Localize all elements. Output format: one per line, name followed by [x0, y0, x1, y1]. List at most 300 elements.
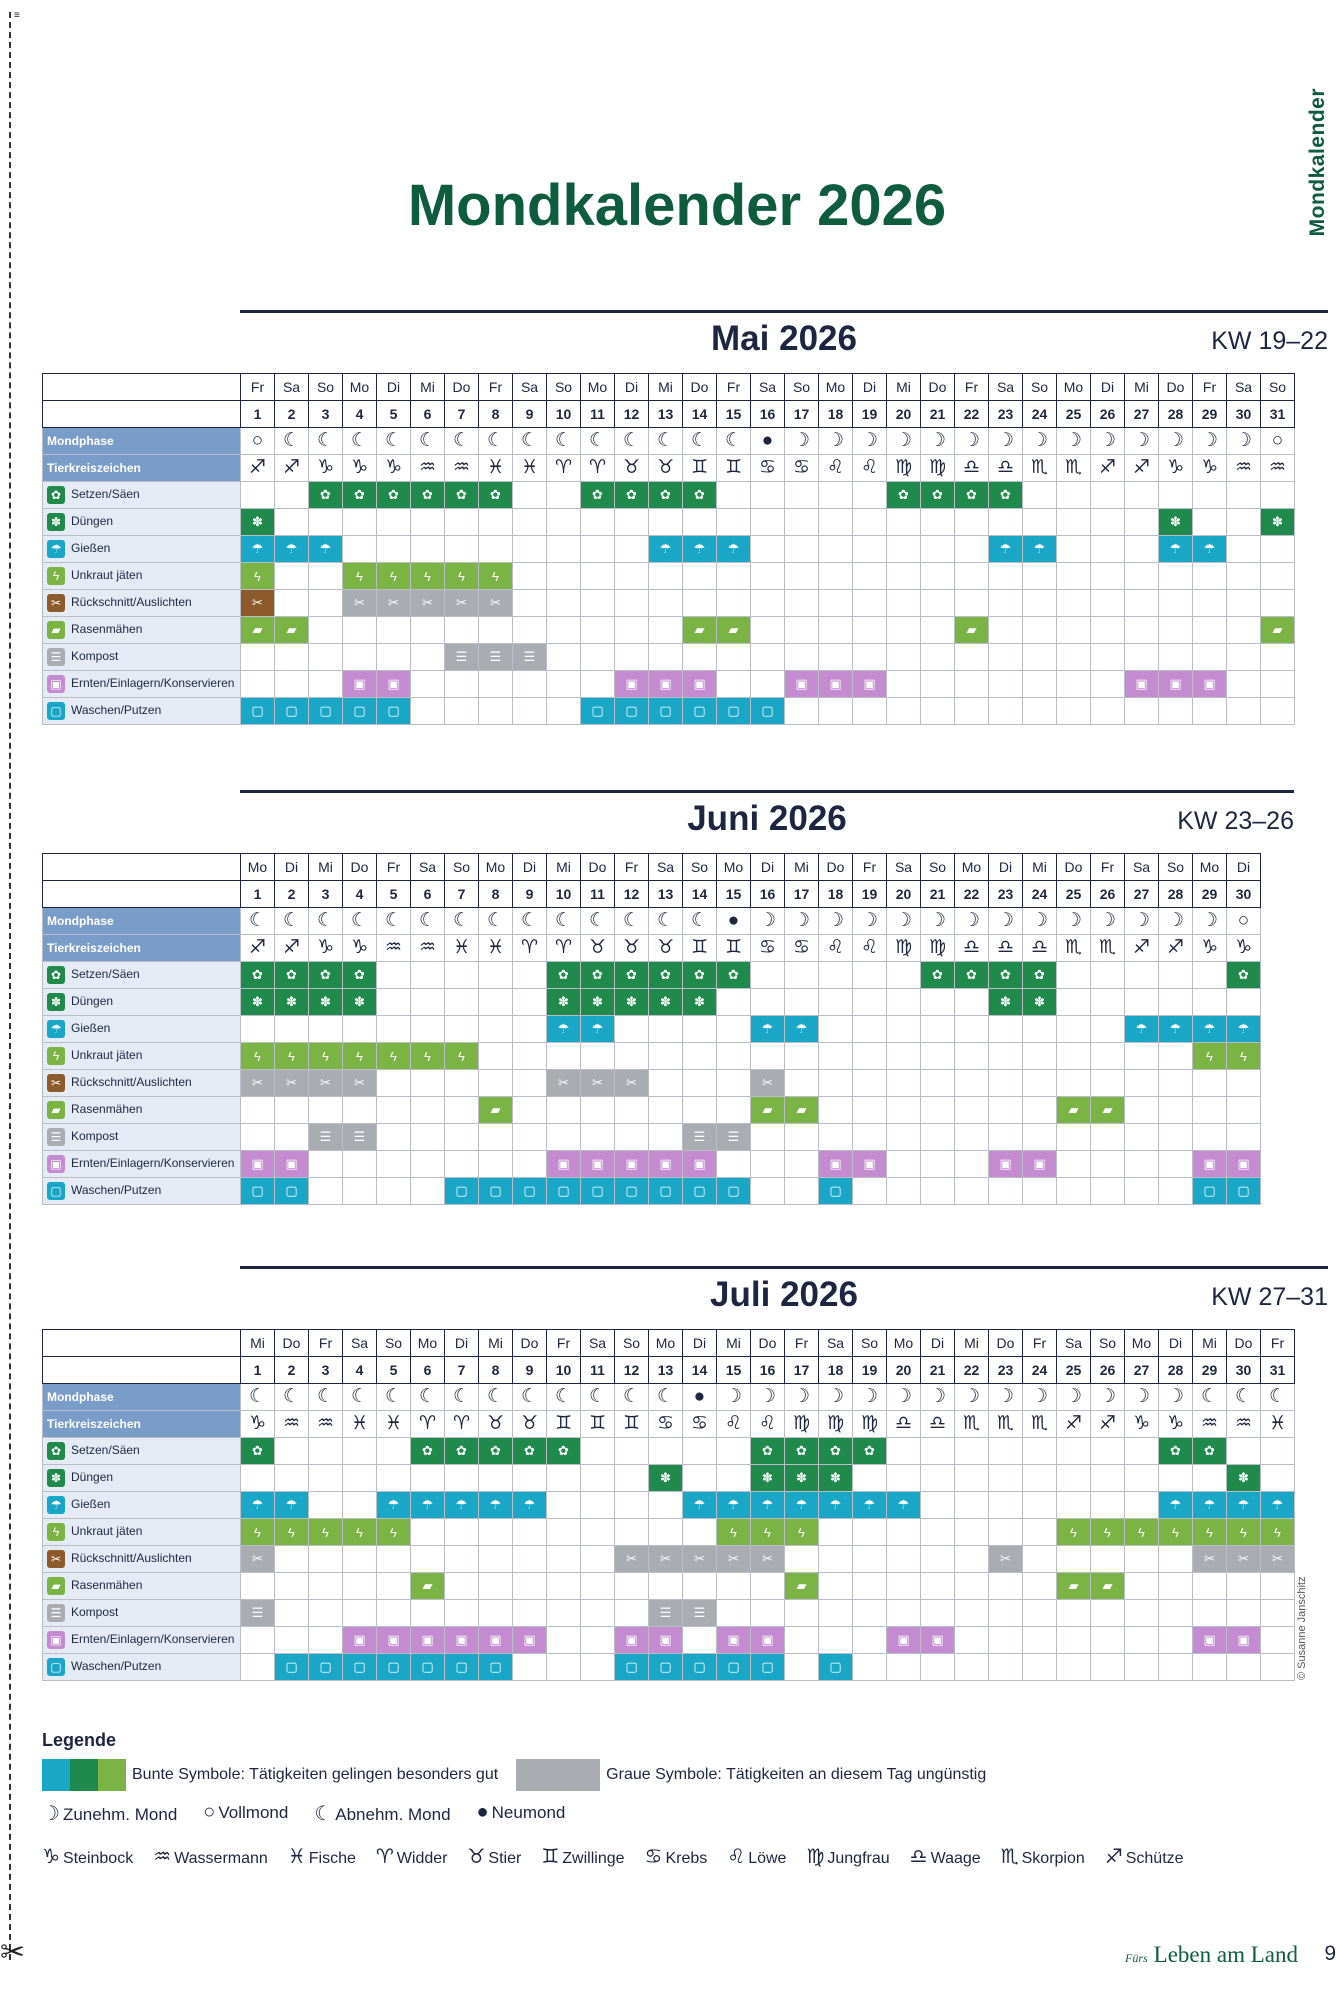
weekday: Mi	[1193, 1330, 1227, 1357]
moon-phase-icon: ☽	[785, 428, 819, 455]
weekday: So	[445, 854, 479, 881]
legend	[42, 1730, 1302, 1869]
day-number: 12	[615, 401, 649, 428]
zodiac-icon: ♎	[989, 455, 1023, 482]
activity-icon: ▰	[47, 1101, 65, 1119]
moon-phase-icon: ☽	[853, 908, 887, 935]
activity-cell	[1193, 617, 1227, 644]
weekday: So	[377, 1330, 411, 1357]
activity-cell	[955, 1124, 989, 1151]
weekday: Do	[1227, 1330, 1261, 1357]
moon-phase-icon: ☽	[1159, 428, 1193, 455]
activity-cell	[819, 698, 853, 725]
zodiac-icon: ♐	[275, 935, 309, 962]
activity-cell: ✿	[989, 962, 1023, 989]
activity-cell: ▢	[241, 698, 275, 725]
activity-cell	[921, 1124, 955, 1151]
activity-cell: ✽	[785, 1465, 819, 1492]
activity-cell	[785, 563, 819, 590]
moon-legend-item: ☽ Zunehm. Mond	[42, 1803, 178, 1825]
weekday: Mo	[1057, 374, 1091, 401]
activity-cell	[309, 1438, 343, 1465]
activity-cell: ✂	[581, 1070, 615, 1097]
moon-phase-icon: ☽	[1227, 428, 1261, 455]
activity-cell	[547, 1600, 581, 1627]
activity-cell	[1125, 962, 1159, 989]
row-label: ✿ Setzen/Säen	[43, 962, 241, 989]
activity-cell	[513, 536, 547, 563]
activity-cell	[1227, 1124, 1261, 1151]
activity-cell: ☂	[683, 1492, 717, 1519]
weekday: Mo	[717, 854, 751, 881]
activity-cell	[615, 563, 649, 590]
weekday: So	[547, 374, 581, 401]
activity-cell: ▣	[819, 1151, 853, 1178]
activity-cell: ▢	[343, 1654, 377, 1681]
activity-cell: ▣	[615, 1151, 649, 1178]
activity-cell	[683, 644, 717, 671]
activity-cell	[1023, 590, 1057, 617]
activity-cell	[751, 671, 785, 698]
activity-cell	[275, 1627, 309, 1654]
activity-cell	[853, 617, 887, 644]
day-number: 14	[683, 1357, 717, 1384]
activity-cell	[649, 563, 683, 590]
activity-cell	[1125, 1600, 1159, 1627]
activity-cell	[581, 1124, 615, 1151]
zodiac-icon: ♑	[241, 1411, 275, 1438]
activity-cell	[1159, 1151, 1193, 1178]
day-number: 8	[479, 1357, 513, 1384]
activity-cell	[1091, 1151, 1125, 1178]
activity-cell	[1023, 1124, 1057, 1151]
activity-cell	[1261, 1438, 1295, 1465]
activity-cell	[1193, 1097, 1227, 1124]
activity-cell	[683, 509, 717, 536]
day-number: 1	[241, 1357, 275, 1384]
calendar-weeks: KW 23–26	[1177, 807, 1294, 835]
activity-cell: ✂	[1227, 1546, 1261, 1573]
moon-phase-icon: ☾	[445, 428, 479, 455]
activity-cell: ▢	[751, 1654, 785, 1681]
activity-cell: ϟ	[411, 1043, 445, 1070]
weekday: So	[683, 854, 717, 881]
activity-cell: ▣	[1193, 1151, 1227, 1178]
moon-phase-icon: ☾	[479, 428, 513, 455]
activity-cell	[547, 617, 581, 644]
activity-cell	[1057, 644, 1091, 671]
activity-cell	[887, 1465, 921, 1492]
moon-phase-icon: ☾	[309, 428, 343, 455]
day-number: 29	[1193, 1357, 1227, 1384]
activity-cell: ϟ	[411, 563, 445, 590]
zodiac-icon: ♓	[343, 1411, 377, 1438]
moon-phase-icon: ☾	[513, 428, 547, 455]
zodiac-legend-item: ♋ Krebs	[644, 1846, 708, 1868]
activity-cell: ✿	[241, 1438, 275, 1465]
moon-phase-icon: ☽	[819, 428, 853, 455]
moon-phase-icon: ☾	[445, 1384, 479, 1411]
activity-cell	[615, 536, 649, 563]
activity-row	[43, 1600, 1295, 1627]
moon-phase-icon: ☾	[513, 1384, 547, 1411]
activity-cell	[819, 590, 853, 617]
activity-cell	[513, 509, 547, 536]
activity-cell	[1193, 563, 1227, 590]
activity-cell	[377, 536, 411, 563]
activity-cell: ▣	[445, 1627, 479, 1654]
activity-cell: ▰	[1091, 1573, 1125, 1600]
row-label: ▰ Rasenmähen	[43, 1573, 241, 1600]
activity-cell	[241, 1654, 275, 1681]
weekday: Mi	[717, 1330, 751, 1357]
activity-cell: ✂	[343, 1070, 377, 1097]
zodiac-icon: ♋	[785, 935, 819, 962]
activity-cell	[921, 1097, 955, 1124]
activity-cell	[989, 617, 1023, 644]
moon-phase-icon: ☽	[1091, 908, 1125, 935]
activity-cell	[241, 671, 275, 698]
zodiac-legend-item: ♈ Widder	[375, 1846, 448, 1868]
activity-row	[43, 1124, 1261, 1151]
activity-cell	[1057, 1070, 1091, 1097]
moon-phase-icon: ☾	[513, 908, 547, 935]
activity-cell	[717, 989, 751, 1016]
activity-cell	[955, 1016, 989, 1043]
zodiac-icon: ♉	[649, 935, 683, 962]
activity-cell	[513, 482, 547, 509]
activity-cell: ✿	[445, 1438, 479, 1465]
activity-cell	[343, 536, 377, 563]
activity-cell: ▢	[479, 1178, 513, 1205]
activity-cell	[1023, 1654, 1057, 1681]
activity-cell	[241, 1124, 275, 1151]
zodiac-icon: ♓	[513, 455, 547, 482]
activity-cell	[989, 1573, 1023, 1600]
activity-cell	[377, 1178, 411, 1205]
activity-cell	[1091, 1492, 1125, 1519]
activity-cell	[887, 698, 921, 725]
activity-cell	[819, 617, 853, 644]
zodiac-icon: ♏	[1057, 455, 1091, 482]
activity-cell: ϟ	[445, 1043, 479, 1070]
activity-cell: ϟ	[377, 1043, 411, 1070]
zodiac-icon: ♊	[581, 1411, 615, 1438]
activity-cell	[513, 1519, 547, 1546]
activity-cell	[309, 644, 343, 671]
moon-phase-icon: ☾	[445, 908, 479, 935]
activity-cell: ✿	[411, 482, 445, 509]
activity-cell	[955, 989, 989, 1016]
activity-cell	[683, 1438, 717, 1465]
moon-phase-icon: ☽	[1057, 1384, 1091, 1411]
weekday: Sa	[649, 854, 683, 881]
activity-cell: ▣	[853, 1151, 887, 1178]
day-number: 22	[955, 401, 989, 428]
activity-cell	[1193, 1573, 1227, 1600]
activity-cell	[547, 1546, 581, 1573]
activity-cell: ▰	[955, 617, 989, 644]
zodiac-icon: ♐	[241, 935, 275, 962]
activity-cell: ☰	[683, 1600, 717, 1627]
activity-cell	[309, 1016, 343, 1043]
activity-cell: ▣	[649, 1627, 683, 1654]
zodiac-legend-item: ♑ Steinbock	[42, 1846, 134, 1868]
moon-phase-icon: ☾	[343, 908, 377, 935]
activity-cell	[955, 536, 989, 563]
weekday: Do	[1057, 854, 1091, 881]
activity-cell	[479, 1546, 513, 1573]
moon-phase-icon: ○	[1261, 428, 1295, 455]
zodiac-icon: ♈	[411, 1411, 445, 1438]
moon-phase-icon: ☾	[275, 908, 309, 935]
activity-cell	[1023, 1097, 1057, 1124]
activity-cell	[513, 617, 547, 644]
activity-cell	[513, 1070, 547, 1097]
activity-row	[43, 1492, 1295, 1519]
activity-row	[43, 644, 1295, 671]
activity-cell	[547, 1627, 581, 1654]
day-number: 20	[887, 1357, 921, 1384]
activity-cell	[989, 1600, 1023, 1627]
moon-phase-icon: ☽	[785, 1384, 819, 1411]
moon-phase-icon: ☾	[615, 908, 649, 935]
activity-cell: ▰	[479, 1097, 513, 1124]
activity-cell	[411, 509, 445, 536]
activity-cell	[445, 671, 479, 698]
activity-cell	[513, 1043, 547, 1070]
moon-phase-icon: ○	[241, 428, 275, 455]
activity-cell: ▣	[241, 1151, 275, 1178]
activity-cell	[547, 536, 581, 563]
activity-cell	[377, 1546, 411, 1573]
activity-cell	[1159, 1465, 1193, 1492]
activity-cell	[581, 1097, 615, 1124]
activity-cell	[479, 962, 513, 989]
activity-cell	[581, 671, 615, 698]
activity-cell: ▢	[683, 698, 717, 725]
activity-cell	[445, 1097, 479, 1124]
activity-cell: ✽	[1261, 509, 1295, 536]
activity-cell	[581, 644, 615, 671]
activity-cell	[275, 1438, 309, 1465]
activity-icon: ✿	[47, 966, 65, 984]
activity-cell	[717, 509, 751, 536]
moon-phase-icon: ☾	[683, 428, 717, 455]
activity-cell	[411, 1519, 445, 1546]
activity-cell	[1057, 482, 1091, 509]
activity-cell	[1159, 1043, 1193, 1070]
activity-cell	[717, 1438, 751, 1465]
activity-row	[43, 1151, 1261, 1178]
moonphase-row	[43, 428, 1295, 455]
legend-symbols	[42, 1759, 1302, 1791]
activity-cell	[649, 1519, 683, 1546]
activity-cell: ✿	[649, 962, 683, 989]
zodiac-icon: ♊	[547, 1411, 581, 1438]
activity-icon: ☰	[47, 648, 65, 666]
activity-cell	[1023, 1438, 1057, 1465]
activity-cell: ☂	[887, 1492, 921, 1519]
activity-cell	[581, 509, 615, 536]
day-number: 25	[1057, 881, 1091, 908]
activity-cell: ✿	[819, 1438, 853, 1465]
weekday: Mo	[819, 374, 853, 401]
row-label: ▣ Ernten/Einlagern/Konservieren	[43, 1151, 241, 1178]
activity-cell	[1057, 1546, 1091, 1573]
activity-cell	[445, 617, 479, 644]
activity-cell	[615, 1043, 649, 1070]
calendar-table	[42, 853, 1261, 1205]
activity-cell	[1023, 1465, 1057, 1492]
moon-phase-icon: ☾	[649, 1384, 683, 1411]
activity-cell: ▢	[309, 698, 343, 725]
activity-cell	[445, 1124, 479, 1151]
moon-phase-icon: ☾	[615, 1384, 649, 1411]
activity-cell: ▢	[649, 698, 683, 725]
weekday: Sa	[751, 374, 785, 401]
activity-cell: ✿	[921, 962, 955, 989]
zodiac-icon: ♑	[1193, 455, 1227, 482]
activity-cell	[989, 563, 1023, 590]
zodiac-icon: ♐	[1125, 935, 1159, 962]
moon-phase-icon: ○	[1227, 908, 1261, 935]
activity-cell: ▰	[751, 1097, 785, 1124]
zodiac-icon: ♏	[989, 1411, 1023, 1438]
activity-cell	[377, 1573, 411, 1600]
weekday: Fr	[479, 374, 513, 401]
row-label: ▣ Ernten/Einlagern/Konservieren	[43, 1627, 241, 1654]
activity-cell	[887, 1151, 921, 1178]
activity-cell: ☂	[683, 536, 717, 563]
calendar-table	[42, 373, 1295, 725]
activity-cell	[683, 1519, 717, 1546]
zodiac-icon: ♑	[309, 935, 343, 962]
activity-cell: ϟ	[1057, 1519, 1091, 1546]
weekday: Mi	[955, 1330, 989, 1357]
activity-cell	[1227, 644, 1261, 671]
activity-cell	[445, 1573, 479, 1600]
zodiac-icon: ♊	[717, 935, 751, 962]
activity-cell	[1159, 617, 1193, 644]
activity-cell: ✂	[1193, 1546, 1227, 1573]
activity-cell	[615, 1124, 649, 1151]
weekday: So	[1023, 374, 1057, 401]
activity-cell	[309, 590, 343, 617]
activity-cell	[853, 1178, 887, 1205]
zodiac-icon: ♑	[1159, 455, 1193, 482]
activity-cell	[275, 1600, 309, 1627]
activity-cell: ✂	[683, 1546, 717, 1573]
activity-cell: ✂	[411, 590, 445, 617]
activity-cell	[615, 1097, 649, 1124]
activity-icon: ✿	[47, 1442, 65, 1460]
activity-cell	[887, 1519, 921, 1546]
activity-cell: ▰	[1091, 1097, 1125, 1124]
activity-cell	[1091, 1465, 1125, 1492]
weekday: Di	[445, 1330, 479, 1357]
activity-row	[43, 989, 1261, 1016]
weekday: Do	[683, 374, 717, 401]
activity-cell	[513, 1465, 547, 1492]
activity-cell	[1159, 962, 1193, 989]
activity-cell	[751, 509, 785, 536]
activity-cell	[1091, 1438, 1125, 1465]
activity-cell	[751, 1600, 785, 1627]
activity-cell: ▢	[445, 1178, 479, 1205]
activity-cell	[411, 1151, 445, 1178]
zodiac-icon: ♑	[343, 455, 377, 482]
activity-cell: ☰	[683, 1124, 717, 1151]
month-june	[42, 790, 1294, 1205]
activity-cell	[785, 536, 819, 563]
activity-icon: ✽	[47, 993, 65, 1011]
activity-icon: ▰	[47, 1577, 65, 1595]
activity-cell	[921, 1151, 955, 1178]
row-label: ✽ Düngen	[43, 1465, 241, 1492]
weekday: Sa	[411, 854, 445, 881]
zodiac-icon: ♌	[853, 935, 887, 962]
activity-cell	[479, 1151, 513, 1178]
activity-cell	[751, 1573, 785, 1600]
activity-cell	[1193, 1124, 1227, 1151]
zodiac-icon: ♎	[921, 1411, 955, 1438]
activity-cell	[1193, 1600, 1227, 1627]
zodiac-icon: ♍	[853, 1411, 887, 1438]
activity-cell	[1125, 1546, 1159, 1573]
activity-cell	[785, 1627, 819, 1654]
activity-cell	[853, 1070, 887, 1097]
activity-cell: ☂	[1159, 536, 1193, 563]
moon-legend-item: ○ Vollmond	[203, 1801, 289, 1823]
activity-cell: ☂	[1193, 536, 1227, 563]
zodiac-legend-item: ♐ Schütze	[1104, 1846, 1184, 1868]
activity-cell	[717, 644, 751, 671]
moon-phase-icon: ☾	[547, 1384, 581, 1411]
weekday: Mo	[581, 374, 615, 401]
activity-cell	[751, 1178, 785, 1205]
moon-phase-icon: ☾	[377, 908, 411, 935]
activity-cell: ✿	[479, 482, 513, 509]
activity-cell	[955, 698, 989, 725]
activity-cell	[853, 590, 887, 617]
activity-cell	[1091, 563, 1125, 590]
activity-cell	[1193, 1654, 1227, 1681]
activity-cell	[887, 617, 921, 644]
activity-cell	[717, 482, 751, 509]
activity-cell: ☰	[241, 1600, 275, 1627]
activity-cell: ✽	[1023, 989, 1057, 1016]
day-number: 18	[819, 1357, 853, 1384]
day-number: 30	[1227, 1357, 1261, 1384]
activity-cell: ✿	[343, 962, 377, 989]
activity-cell	[615, 1492, 649, 1519]
moon-phase-icon: ☽	[1193, 428, 1227, 455]
zodiac-row	[43, 455, 1295, 482]
activity-cell	[241, 644, 275, 671]
activity-cell	[513, 671, 547, 698]
day-number: 28	[1159, 401, 1193, 428]
day-number: 20	[887, 881, 921, 908]
activity-cell: ▣	[717, 1627, 751, 1654]
activity-cell	[445, 989, 479, 1016]
activity-cell	[1261, 644, 1295, 671]
moon-phase-icon: ☾	[377, 1384, 411, 1411]
moon-phase-icon: ☾	[547, 428, 581, 455]
activity-cell	[513, 1016, 547, 1043]
activity-cell: ✿	[785, 1438, 819, 1465]
activity-cell: ϟ	[343, 563, 377, 590]
